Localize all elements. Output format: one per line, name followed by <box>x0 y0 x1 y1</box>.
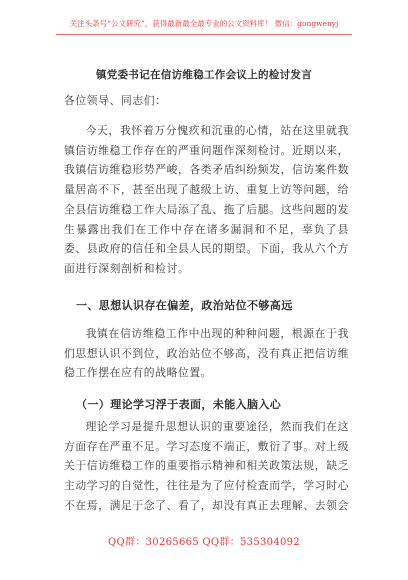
salutation: 各位领导、同志们： <box>64 94 167 107</box>
paragraph-intro: 今天，我怀着万分愧疚和沉重的心情，站在这里就我镇信访维稳工作存在的严重问题作深刻检讨。近期以来，我镇信访维稳形势严峻，各类矛盾纠纷频发，信访案件数量居高不下，甚至出现了越级上访、重复上访等问题，给全县信访维稳工作大局添了乱、拖了后腿。这些问题的发生暴露出我们在工作中存在诸多漏洞和不足，辜负了县委、县政府的信任和全县人民的期望。下面，我从六个方面进行深刻剖析和检讨。 <box>64 124 349 275</box>
header-divider <box>56 34 352 35</box>
subsection-heading-1: （一）理论学习浮于表面，未能入脑入心 <box>76 398 282 411</box>
promo-banner: 关注头条号“公文研究”，获得最新最全最专业的公文资料库！ 微信：gongwenyj <box>69 19 339 28</box>
section-heading-1: 一、思想认识存在偏差，政治站位不够高远 <box>76 299 293 312</box>
paragraph-subsection-1: 理论学习是提升思想认识的重要途径，然而我们在这方面存在严重不足。学习态度不端正，敷衍了事。对上级关于信访维稳工作的重要指示精神和相关政策法规，缺乏主动学习的自觉性，往往是为了应付检查而学，学习时心不在焉，满足于念了、看了，却没有真正去理解、去领会 <box>64 420 349 512</box>
document-title: 镇党委书记在信访维稳工作会议上的检讨发言 <box>96 69 312 81</box>
qq-group-footer: QQ群：30265665 QQ群：535304092 <box>108 537 300 548</box>
paragraph-section-1: 我镇在信访维稳工作中出现的种种问题，根源在于我们思想认识不到位，政治站位不够高，没有真正把信访维稳工作摆在应有的战略位置。 <box>64 327 349 380</box>
